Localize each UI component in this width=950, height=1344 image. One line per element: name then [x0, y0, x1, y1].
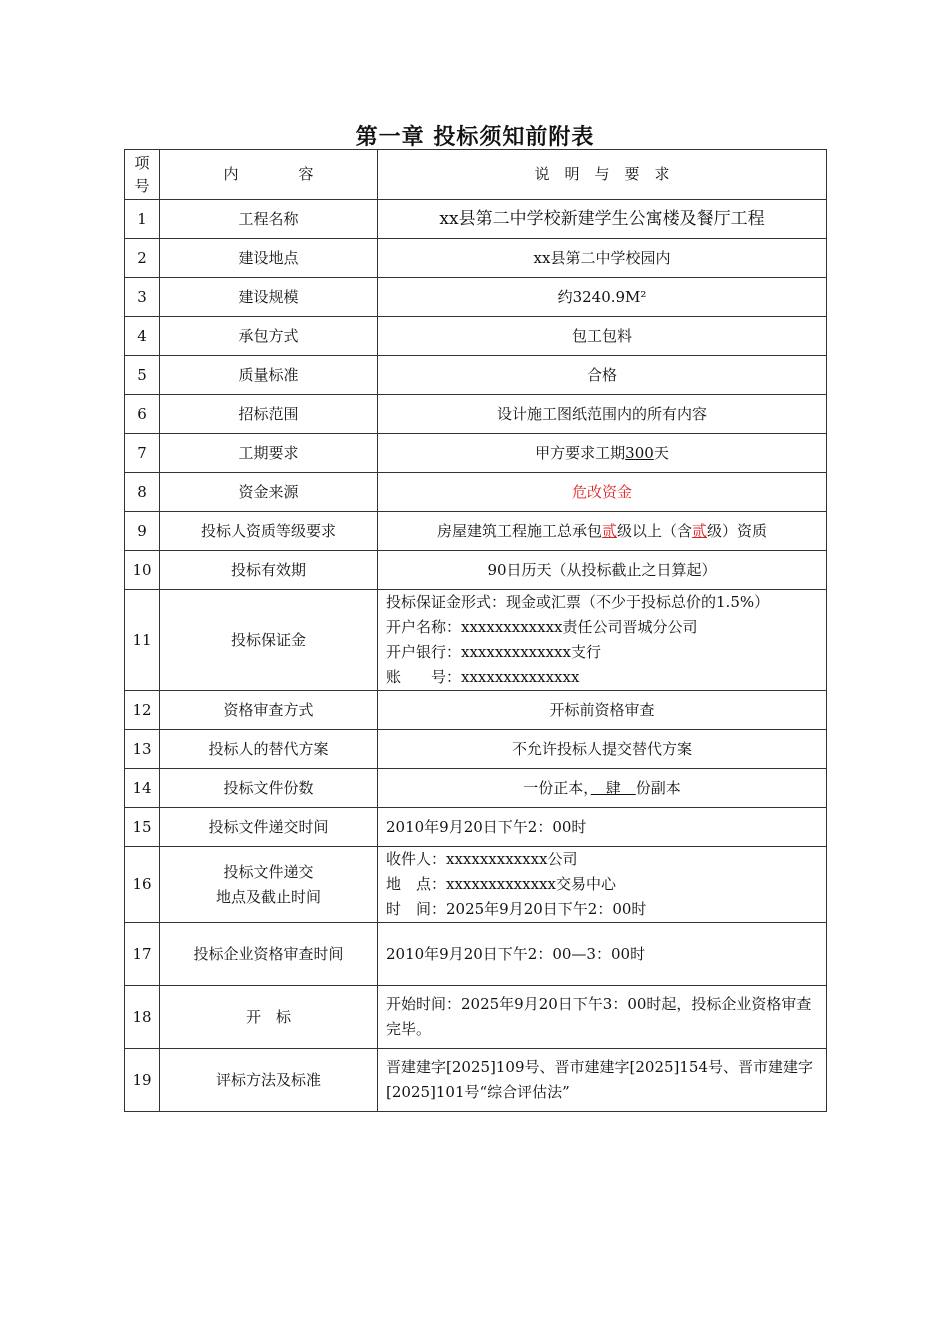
header-item: 内 容	[160, 150, 378, 200]
copies-suffix: 份副本	[635, 778, 681, 797]
location-line: 地 点：xxxxxxxxxxxxx交易中心	[386, 875, 616, 893]
row-desc: 开标前资格审查	[378, 691, 827, 730]
row-desc: xx县第二中学校园内	[378, 239, 827, 278]
row-no: 1	[125, 200, 160, 239]
deadline-line: 时 间：2025年9月20日下午2：00时	[386, 900, 647, 918]
table-row	[125, 590, 827, 691]
table-row	[125, 356, 827, 395]
row-desc: 2010年9月20日下午2：00—3：00时	[378, 923, 827, 986]
row-no: 18	[125, 986, 160, 1049]
row-no: 19	[125, 1049, 160, 1112]
row-desc: 包工包料	[378, 317, 827, 356]
row-item: 工程名称	[160, 200, 378, 239]
row-item	[160, 847, 378, 923]
row-desc	[378, 434, 827, 473]
table-row	[125, 395, 827, 434]
table-row	[125, 239, 827, 278]
qualification-text-a: 房屋建筑工程施工总承包	[436, 521, 602, 540]
copies-value: 肆	[590, 778, 636, 797]
row-item: 工期要求	[160, 434, 378, 473]
row-no: 6	[125, 395, 160, 434]
qualification-text-e: 级）资质	[707, 521, 768, 540]
row-item: 投标文件递交时间	[160, 808, 378, 847]
row-no: 14	[125, 769, 160, 808]
row-no: 10	[125, 551, 160, 590]
duration-suffix: 天	[653, 443, 669, 462]
header-no	[125, 150, 160, 200]
row-item: 投标企业资格审查时间	[160, 923, 378, 986]
row-item: 建设规模	[160, 278, 378, 317]
table-row	[125, 847, 827, 923]
header-desc: 说 明 与 要 求	[378, 150, 827, 200]
table-row	[125, 1049, 827, 1112]
row-no: 12	[125, 691, 160, 730]
copies-prefix: 一份正本，	[523, 778, 591, 797]
row-no: 9	[125, 512, 160, 551]
row-item: 投标文件份数	[160, 769, 378, 808]
row-item: 投标有效期	[160, 551, 378, 590]
submission-item-line-1: 投标文件递交	[223, 862, 314, 881]
row-no: 13	[125, 730, 160, 769]
table-row	[125, 769, 827, 808]
table-row	[125, 434, 827, 473]
recipient-line: 收件人：xxxxxxxxxxxx公司	[386, 850, 578, 868]
row-no: 17	[125, 923, 160, 986]
submission-item-line-2: 地点及截止时间	[215, 887, 321, 906]
row-item: 招标范围	[160, 395, 378, 434]
table-row	[125, 808, 827, 847]
qualification-grade-1: 贰	[601, 521, 617, 540]
row-desc-deposit	[378, 590, 827, 691]
header-no-char-1: 项	[134, 153, 150, 172]
row-desc: 设计施工图纸范围内的所有内容	[378, 395, 827, 434]
row-desc	[378, 512, 827, 551]
row-no: 7	[125, 434, 160, 473]
row-desc	[378, 769, 827, 808]
row-no: 8	[125, 473, 160, 512]
row-item: 投标人的替代方案	[160, 730, 378, 769]
row-item: 资金来源	[160, 473, 378, 512]
row-item: 评标方法及标准	[160, 1049, 378, 1112]
row-desc: 2010年9月20日下午2：00时	[378, 808, 827, 847]
deposit-bank-line: 开户银行：xxxxxxxxxxxxx支行	[386, 643, 601, 661]
row-desc-submission	[378, 847, 827, 923]
table-row	[125, 278, 827, 317]
row-desc: 晋建建字[2025]109号、晋市建建字[2025]154号、晋市建建字[2025]101号“综合评估法”	[378, 1049, 827, 1112]
table-row	[125, 551, 827, 590]
row-item: 承包方式	[160, 317, 378, 356]
table-row	[125, 317, 827, 356]
row-desc-funding: 危改资金	[378, 473, 827, 512]
row-no: 5	[125, 356, 160, 395]
deposit-account-number-line: 账 号：xxxxxxxxxxxxxx	[386, 668, 580, 686]
row-no: 4	[125, 317, 160, 356]
row-desc: 不允许投标人提交替代方案	[378, 730, 827, 769]
qualification-grade-2: 贰	[692, 521, 708, 540]
row-no: 2	[125, 239, 160, 278]
row-no: 3	[125, 278, 160, 317]
duration-prefix: 甲方要求工期	[535, 443, 626, 462]
row-desc: xx县第二中学校新建学生公寓楼及餐厅工程	[378, 200, 827, 239]
row-desc: 90日历天（从投标截止之日算起）	[378, 551, 827, 590]
table-header-row	[125, 150, 827, 200]
table-row	[125, 986, 827, 1049]
row-item: 建设地点	[160, 239, 378, 278]
row-item: 资格审查方式	[160, 691, 378, 730]
row-item: 开 标	[160, 986, 378, 1049]
row-desc: 合格	[378, 356, 827, 395]
row-item: 质量标准	[160, 356, 378, 395]
row-no: 16	[125, 847, 160, 923]
header-no-char-2: 号	[134, 176, 150, 195]
duration-value: 300	[625, 443, 654, 462]
bid-notice-table	[124, 149, 827, 1112]
table-row	[125, 512, 827, 551]
deposit-account-name-line: 开户名称：xxxxxxxxxxxx责任公司晋城分公司	[386, 618, 698, 636]
deposit-form-line: 投标保证金形式：现金或汇票（不少于投标总价的1.5%）	[386, 593, 770, 611]
table-row	[125, 473, 827, 512]
row-item: 投标保证金	[160, 590, 378, 691]
table-row	[125, 730, 827, 769]
table-row	[125, 200, 827, 239]
row-desc: 开始时间：2025年9月20日下午3：00时起，投标企业资格审查完毕。	[378, 986, 827, 1049]
row-no: 11	[125, 590, 160, 691]
table-row	[125, 691, 827, 730]
row-desc: 约3240.9M²	[378, 278, 827, 317]
page-title: 第一章 投标须知前附表	[355, 124, 595, 150]
qualification-text-c: 级以上（含	[616, 521, 692, 540]
row-no: 15	[125, 808, 160, 847]
table-row	[125, 923, 827, 986]
row-item: 投标人资质等级要求	[160, 512, 378, 551]
